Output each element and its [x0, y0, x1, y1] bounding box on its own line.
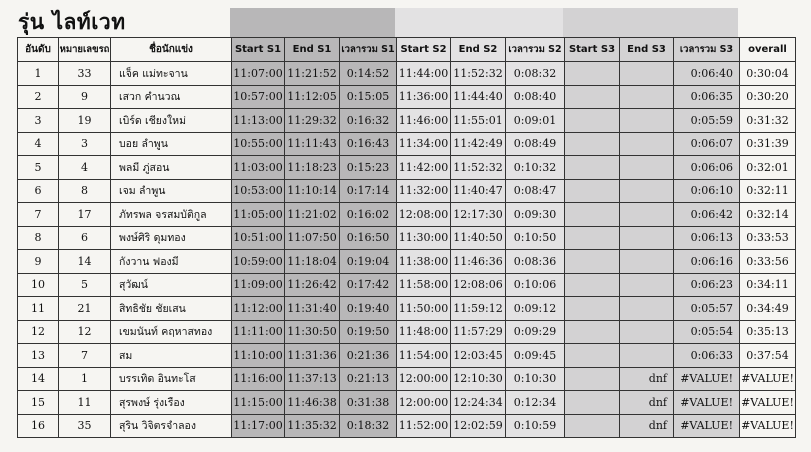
- cell-start-s2: 11:36:00: [397, 85, 451, 109]
- cell-overall: 0:32:01: [740, 156, 796, 180]
- cell-end-s1: 11:21:52: [285, 62, 340, 86]
- cell-overall: 0:33:56: [740, 250, 796, 274]
- cell-car-number: 3: [59, 132, 111, 156]
- cell-rider-name: สุริน วิจิตรจำลอง: [111, 414, 232, 438]
- cell-end-s2: 11:42:49: [451, 132, 506, 156]
- cell-start-s1: 11:12:00: [232, 297, 285, 321]
- cell-start-s1: 10:53:00: [232, 179, 285, 203]
- table-row: [18, 367, 796, 391]
- cell-end-s3: [620, 132, 674, 156]
- cell-start-s2: 12:00:00: [397, 391, 451, 415]
- cell-end-s1: 11:12:05: [285, 85, 340, 109]
- cell-total-s2: 0:08:49: [506, 132, 565, 156]
- cell-start-s3: [565, 297, 620, 321]
- cell-overall: 0:32:11: [740, 179, 796, 203]
- cell-total-s1: 0:18:32: [340, 414, 397, 438]
- cell-end-s2: 11:46:36: [451, 250, 506, 274]
- cell-overall: 0:34:11: [740, 273, 796, 297]
- cell-start-s2: 11:54:00: [397, 344, 451, 368]
- cell-start-s3: [565, 156, 620, 180]
- cell-total-s1: 0:19:50: [340, 320, 397, 344]
- header-shade-s1: [230, 8, 395, 38]
- cell-car-number: 35: [59, 414, 111, 438]
- cell-overall: 0:37:54: [740, 344, 796, 368]
- cell-end-s1: 11:46:38: [285, 391, 340, 415]
- cell-start-s1: 11:16:00: [232, 367, 285, 391]
- cell-rank: 14: [18, 367, 59, 391]
- header-end-s2: End S2: [451, 38, 506, 62]
- cell-end-s3: [620, 297, 674, 321]
- cell-total-s3: 0:06:33: [674, 344, 740, 368]
- cell-total-s3: 0:06:23: [674, 273, 740, 297]
- cell-car-number: 9: [59, 85, 111, 109]
- cell-total-s2: 0:08:32: [506, 62, 565, 86]
- cell-start-s2: 11:30:00: [397, 226, 451, 250]
- cell-rank: 8: [18, 226, 59, 250]
- cell-end-s3: [620, 344, 674, 368]
- cell-total-s3: 0:06:16: [674, 250, 740, 274]
- cell-end-s2: 11:57:29: [451, 320, 506, 344]
- cell-total-s1: 0:21:36: [340, 344, 397, 368]
- cell-overall: 0:31:32: [740, 109, 796, 133]
- cell-rider-name: พงษ์ศิริ ดุมทอง: [111, 226, 232, 250]
- cell-start-s1: 11:03:00: [232, 156, 285, 180]
- cell-start-s3: [565, 203, 620, 227]
- cell-overall: 0:32:14: [740, 203, 796, 227]
- cell-end-s3: [620, 109, 674, 133]
- cell-overall: #VALUE!: [740, 367, 796, 391]
- header-start-s2: Start S2: [397, 38, 451, 62]
- cell-end-s1: 11:35:32: [285, 414, 340, 438]
- cell-end-s1: 11:29:32: [285, 109, 340, 133]
- cell-start-s3: [565, 273, 620, 297]
- cell-end-s3: [620, 85, 674, 109]
- cell-total-s3: 0:06:07: [674, 132, 740, 156]
- cell-end-s1: 11:11:43: [285, 132, 340, 156]
- cell-car-number: 33: [59, 62, 111, 86]
- cell-start-s1: 11:13:00: [232, 109, 285, 133]
- cell-end-s3: [620, 203, 674, 227]
- cell-end-s2: 12:17:30: [451, 203, 506, 227]
- cell-start-s1: 11:15:00: [232, 391, 285, 415]
- cell-end-s2: 12:10:30: [451, 367, 506, 391]
- cell-start-s3: [565, 367, 620, 391]
- cell-overall: 0:31:39: [740, 132, 796, 156]
- cell-overall: 0:35:13: [740, 320, 796, 344]
- cell-overall: 0:30:04: [740, 62, 796, 86]
- results-table: [17, 37, 796, 438]
- cell-total-s3: #VALUE!: [674, 367, 740, 391]
- cell-total-s1: 0:15:05: [340, 85, 397, 109]
- cell-rider-name: พลมี ภู่สอน: [111, 156, 232, 180]
- table-row: [18, 132, 796, 156]
- cell-end-s3: dnf: [620, 391, 674, 415]
- cell-rank: 1: [18, 62, 59, 86]
- table-row: [18, 273, 796, 297]
- cell-car-number: 5: [59, 273, 111, 297]
- cell-start-s1: 10:57:00: [232, 85, 285, 109]
- cell-rank: 3: [18, 109, 59, 133]
- cell-rider-name: สุวัฒน์: [111, 273, 232, 297]
- cell-end-s3: [620, 156, 674, 180]
- cell-start-s3: [565, 250, 620, 274]
- cell-total-s2: 0:10:06: [506, 273, 565, 297]
- cell-end-s1: 11:31:36: [285, 344, 340, 368]
- cell-total-s2: 0:08:47: [506, 179, 565, 203]
- cell-start-s3: [565, 414, 620, 438]
- table-row: [18, 85, 796, 109]
- table-row: [18, 250, 796, 274]
- cell-end-s1: 11:31:40: [285, 297, 340, 321]
- cell-total-s3: #VALUE!: [674, 414, 740, 438]
- cell-car-number: 6: [59, 226, 111, 250]
- cell-end-s2: 11:55:01: [451, 109, 506, 133]
- cell-rider-name: บอย ลำพูน: [111, 132, 232, 156]
- cell-car-number: 14: [59, 250, 111, 274]
- cell-car-number: 17: [59, 203, 111, 227]
- header-car-number: หมายเลขรถ: [59, 38, 111, 62]
- header-end-s3: End S3: [620, 38, 674, 62]
- cell-start-s2: 11:44:00: [397, 62, 451, 86]
- header-rider-name: ชื่อนักแข่ง: [111, 38, 232, 62]
- cell-total-s3: 0:06:10: [674, 179, 740, 203]
- cell-car-number: 19: [59, 109, 111, 133]
- cell-total-s2: 0:10:59: [506, 414, 565, 438]
- table-row: [18, 297, 796, 321]
- cell-start-s2: 12:00:00: [397, 367, 451, 391]
- header-overall: overall: [740, 38, 796, 62]
- cell-rider-name: เจม ลำพูน: [111, 179, 232, 203]
- cell-car-number: 7: [59, 344, 111, 368]
- header-start-s3: Start S3: [565, 38, 620, 62]
- cell-start-s2: 11:52:00: [397, 414, 451, 438]
- header-shade-s2: [395, 8, 563, 38]
- cell-total-s2: 0:12:34: [506, 391, 565, 415]
- cell-rank: 6: [18, 179, 59, 203]
- table-row: [18, 391, 796, 415]
- cell-end-s2: 11:40:47: [451, 179, 506, 203]
- cell-end-s3: [620, 179, 674, 203]
- cell-overall: #VALUE!: [740, 391, 796, 415]
- cell-start-s1: 11:11:00: [232, 320, 285, 344]
- cell-start-s1: 11:09:00: [232, 273, 285, 297]
- cell-end-s2: 11:52:32: [451, 62, 506, 86]
- cell-rank: 2: [18, 85, 59, 109]
- cell-total-s1: 0:16:50: [340, 226, 397, 250]
- cell-end-s1: 11:37:13: [285, 367, 340, 391]
- cell-overall: 0:33:53: [740, 226, 796, 250]
- cell-rank: 13: [18, 344, 59, 368]
- cell-total-s1: 0:19:04: [340, 250, 397, 274]
- cell-start-s3: [565, 179, 620, 203]
- cell-end-s3: [620, 273, 674, 297]
- cell-total-s1: 0:15:23: [340, 156, 397, 180]
- cell-total-s2: 0:09:29: [506, 320, 565, 344]
- table-row: [18, 156, 796, 180]
- cell-rider-name: ภัทรพล จรสมบัติกูล: [111, 203, 232, 227]
- cell-overall: #VALUE!: [740, 414, 796, 438]
- cell-total-s3: 0:06:42: [674, 203, 740, 227]
- cell-rank: 9: [18, 250, 59, 274]
- cell-rider-name: สม: [111, 344, 232, 368]
- cell-total-s2: 0:09:30: [506, 203, 565, 227]
- cell-end-s3: dnf: [620, 414, 674, 438]
- cell-end-s2: 11:44:40: [451, 85, 506, 109]
- cell-rank: 15: [18, 391, 59, 415]
- cell-start-s2: 11:42:00: [397, 156, 451, 180]
- cell-total-s2: 0:08:40: [506, 85, 565, 109]
- cell-total-s3: 0:06:35: [674, 85, 740, 109]
- cell-total-s3: #VALUE!: [674, 391, 740, 415]
- table-body: [18, 62, 796, 438]
- cell-rank: 10: [18, 273, 59, 297]
- cell-rider-name: สิทธิชัย ชัยเสน: [111, 297, 232, 321]
- cell-end-s1: 11:10:14: [285, 179, 340, 203]
- cell-end-s2: 11:52:32: [451, 156, 506, 180]
- cell-total-s1: 0:17:42: [340, 273, 397, 297]
- table-row: [18, 203, 796, 227]
- cell-start-s2: 11:50:00: [397, 297, 451, 321]
- header-total-s1: เวลารวม S1: [340, 38, 397, 62]
- cell-end-s3: [620, 62, 674, 86]
- cell-car-number: 1: [59, 367, 111, 391]
- cell-start-s2: 11:46:00: [397, 109, 451, 133]
- table-row: [18, 62, 796, 86]
- cell-end-s1: 11:26:42: [285, 273, 340, 297]
- header-shade-s3: [563, 8, 738, 38]
- cell-total-s3: 0:06:06: [674, 156, 740, 180]
- header-start-s1: Start S1: [232, 38, 285, 62]
- cell-start-s3: [565, 344, 620, 368]
- cell-start-s3: [565, 85, 620, 109]
- cell-start-s3: [565, 226, 620, 250]
- cell-start-s3: [565, 62, 620, 86]
- cell-start-s3: [565, 391, 620, 415]
- header-row: [18, 38, 796, 62]
- cell-total-s1: 0:16:43: [340, 132, 397, 156]
- cell-total-s2: 0:10:30: [506, 367, 565, 391]
- cell-start-s1: 10:51:00: [232, 226, 285, 250]
- cell-start-s2: 12:08:00: [397, 203, 451, 227]
- cell-end-s3: dnf: [620, 367, 674, 391]
- header-total-s2: เวลารวม S2: [506, 38, 565, 62]
- header-total-s3: เวลารวม S3: [674, 38, 740, 62]
- cell-start-s1: 11:17:00: [232, 414, 285, 438]
- cell-end-s3: [620, 250, 674, 274]
- cell-start-s2: 11:32:00: [397, 179, 451, 203]
- cell-total-s2: 0:09:01: [506, 109, 565, 133]
- cell-rider-name: เขมนันท์ คฤหาสทอง: [111, 320, 232, 344]
- cell-end-s1: 11:18:04: [285, 250, 340, 274]
- cell-start-s1: 10:55:00: [232, 132, 285, 156]
- cell-total-s2: 0:09:12: [506, 297, 565, 321]
- table-row: [18, 414, 796, 438]
- cell-car-number: 11: [59, 391, 111, 415]
- cell-total-s2: 0:08:36: [506, 250, 565, 274]
- cell-total-s2: 0:09:45: [506, 344, 565, 368]
- cell-start-s2: 11:48:00: [397, 320, 451, 344]
- cell-end-s2: 11:40:50: [451, 226, 506, 250]
- cell-start-s2: 11:34:00: [397, 132, 451, 156]
- cell-start-s3: [565, 320, 620, 344]
- cell-rider-name: เสวก คำนวณ: [111, 85, 232, 109]
- cell-total-s1: 0:31:38: [340, 391, 397, 415]
- cell-car-number: 12: [59, 320, 111, 344]
- cell-start-s3: [565, 109, 620, 133]
- table-row: [18, 226, 796, 250]
- cell-total-s1: 0:19:40: [340, 297, 397, 321]
- cell-rider-name: แจ็ค แม่ทะจาน: [111, 62, 232, 86]
- cell-rider-name: กังวาน ฟองมี: [111, 250, 232, 274]
- table-row: [18, 179, 796, 203]
- cell-end-s1: 11:07:50: [285, 226, 340, 250]
- cell-start-s3: [565, 132, 620, 156]
- cell-end-s1: 11:18:23: [285, 156, 340, 180]
- table-row: [18, 109, 796, 133]
- cell-car-number: 21: [59, 297, 111, 321]
- cell-rank: 16: [18, 414, 59, 438]
- cell-overall: 0:34:49: [740, 297, 796, 321]
- cell-total-s1: 0:16:32: [340, 109, 397, 133]
- cell-start-s1: 11:05:00: [232, 203, 285, 227]
- cell-total-s3: 0:05:59: [674, 109, 740, 133]
- cell-rank: 7: [18, 203, 59, 227]
- cell-end-s2: 12:02:59: [451, 414, 506, 438]
- cell-rider-name: สุรพงษ์ รุ่งเรือง: [111, 391, 232, 415]
- cell-start-s2: 11:38:00: [397, 250, 451, 274]
- header-end-s1: End S1: [285, 38, 340, 62]
- cell-total-s1: 0:21:13: [340, 367, 397, 391]
- cell-end-s3: [620, 320, 674, 344]
- cell-end-s1: 11:30:50: [285, 320, 340, 344]
- cell-end-s2: 12:24:34: [451, 391, 506, 415]
- header-rank: อันดับ: [18, 38, 59, 62]
- cell-car-number: 4: [59, 156, 111, 180]
- cell-total-s3: 0:05:54: [674, 320, 740, 344]
- cell-total-s1: 0:16:02: [340, 203, 397, 227]
- table-row: [18, 320, 796, 344]
- cell-end-s2: 12:08:06: [451, 273, 506, 297]
- cell-overall: 0:30:20: [740, 85, 796, 109]
- cell-rank: 12: [18, 320, 59, 344]
- cell-total-s3: 0:05:57: [674, 297, 740, 321]
- cell-total-s3: 0:06:13: [674, 226, 740, 250]
- cell-total-s1: 0:17:14: [340, 179, 397, 203]
- cell-total-s2: 0:10:32: [506, 156, 565, 180]
- cell-start-s1: 10:59:00: [232, 250, 285, 274]
- cell-rank: 11: [18, 297, 59, 321]
- cell-end-s2: 11:59:12: [451, 297, 506, 321]
- cell-rider-name: เบิร์ด เชียงใหม่: [111, 109, 232, 133]
- cell-end-s2: 12:03:45: [451, 344, 506, 368]
- cell-end-s1: 11:21:02: [285, 203, 340, 227]
- cell-rank: 5: [18, 156, 59, 180]
- cell-total-s1: 0:14:52: [340, 62, 397, 86]
- cell-rider-name: บรรเทิด อินทะโส: [111, 367, 232, 391]
- cell-end-s3: [620, 226, 674, 250]
- cell-start-s1: 11:07:00: [232, 62, 285, 86]
- cell-start-s2: 11:58:00: [397, 273, 451, 297]
- page-title: รุ่น ไลท์เวท: [18, 10, 126, 34]
- table-row: [18, 344, 796, 368]
- cell-start-s1: 11:10:00: [232, 344, 285, 368]
- cell-total-s3: 0:06:40: [674, 62, 740, 86]
- cell-car-number: 8: [59, 179, 111, 203]
- cell-total-s2: 0:10:50: [506, 226, 565, 250]
- cell-rank: 4: [18, 132, 59, 156]
